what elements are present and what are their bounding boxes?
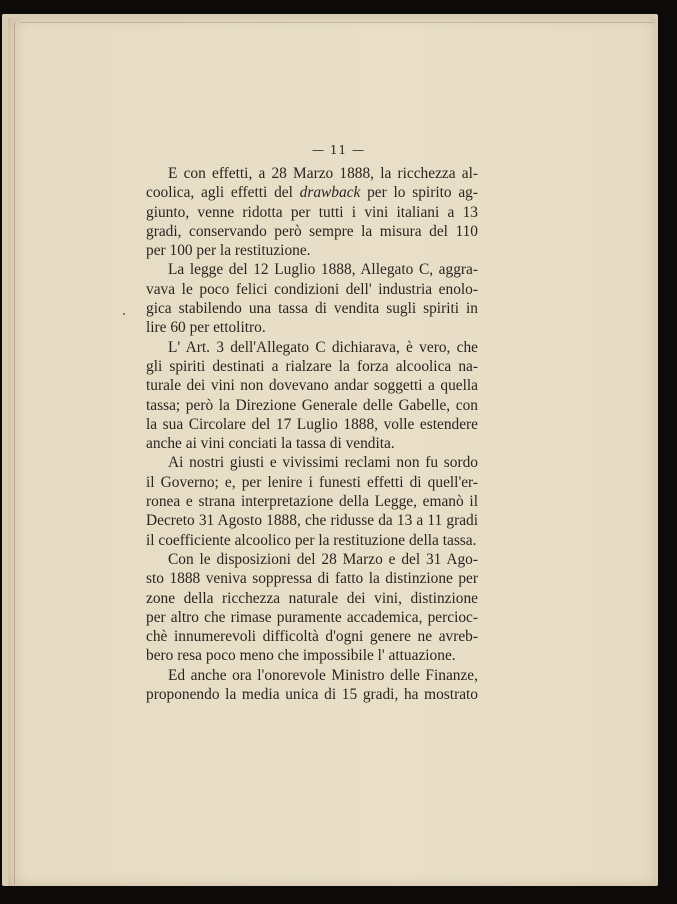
text-line: Decreto 31 Agosto 1888, che ridusse da 13 a 11 gradi bbox=[146, 512, 478, 530]
text-line: gli spiriti destinati a rialzare la forza alcoolica na- bbox=[146, 357, 478, 375]
text-line: L' Art. 3 dell'Allegato C dichiarava, è vero, che bbox=[168, 338, 478, 356]
text-line: il Governo; e, per lenire i funesti effetti di quell'er- bbox=[146, 473, 478, 491]
text-line: sto 1888 veniva soppressa di fatto la distinzione per bbox=[146, 570, 478, 588]
text-line: Ai nostri giusti e vivissimi reclami non fu sordo bbox=[168, 454, 478, 472]
page-edge-top bbox=[20, 22, 654, 23]
paragraph bbox=[146, 338, 478, 454]
paper-speck bbox=[123, 313, 125, 315]
text-line: E con effetti, a 28 Marzo 1888, la ricchezza al- bbox=[168, 165, 478, 182]
text-line: coolica, agli effetti del drawback per lo spirito ag- bbox=[146, 184, 478, 202]
page-number: — 11 — bbox=[312, 143, 365, 157]
text-line: il coefficiente alcoolico per la restituzione della tassa. bbox=[146, 531, 477, 549]
italic-term: drawback bbox=[299, 184, 361, 202]
text-line: la sua Circolare del 17 Luglio 1888, volle estendere bbox=[146, 415, 478, 433]
body-text bbox=[146, 164, 478, 704]
text-line: Con le disposizioni del 28 Marzo e del 31 Ago- bbox=[168, 550, 478, 568]
text-line: lire 60 per ettolitro. bbox=[146, 319, 266, 337]
paragraph bbox=[146, 666, 478, 705]
text-line: proponendo la media unica di 15 gradi, ha mostrato bbox=[146, 686, 478, 704]
text-line: Ed anche ora l'onorevole Ministro delle Finanze, bbox=[168, 666, 478, 684]
text-line: giunto, venne ridotta per tutti i vini italiani a 13 bbox=[146, 203, 478, 221]
text-line: ronea e strana interpretazione della Legge, emanò il bbox=[146, 493, 478, 511]
text-line: turale dei vini non dovevano andar soggetti a quella bbox=[146, 377, 478, 395]
text-line: anche ai vini conciati la tassa di vendita. bbox=[146, 435, 395, 453]
paragraph bbox=[146, 550, 478, 666]
text-line: bero resa poco meno che impossibile l' attuazione. bbox=[146, 647, 456, 665]
paragraph bbox=[146, 453, 478, 549]
text-line: La legge del 12 Luglio 1888, Allegato C, aggra- bbox=[168, 261, 478, 279]
paragraph bbox=[146, 260, 478, 337]
text-line: per altro che rimase puramente accademica, percioc- bbox=[146, 608, 478, 626]
text-line: zone della ricchezza naturale dei vini, distinzione bbox=[146, 589, 478, 607]
text-line: gradi, conservando però sempre la misura del 110 bbox=[146, 222, 478, 240]
paragraph bbox=[146, 164, 478, 260]
text-line: chè innumerevoli difficoltà d'ogni genere ne avreb- bbox=[146, 628, 478, 646]
text-line: tassa; però la Direzione Generale delle Gabelle, con bbox=[146, 396, 478, 414]
text-line: per 100 per la restituzione. bbox=[146, 242, 311, 260]
text-line: vava le poco felici condizioni dell' industria enolo- bbox=[146, 280, 478, 298]
text-line: gica stabilendo una tassa di vendita sugli spiriti in bbox=[146, 300, 478, 318]
